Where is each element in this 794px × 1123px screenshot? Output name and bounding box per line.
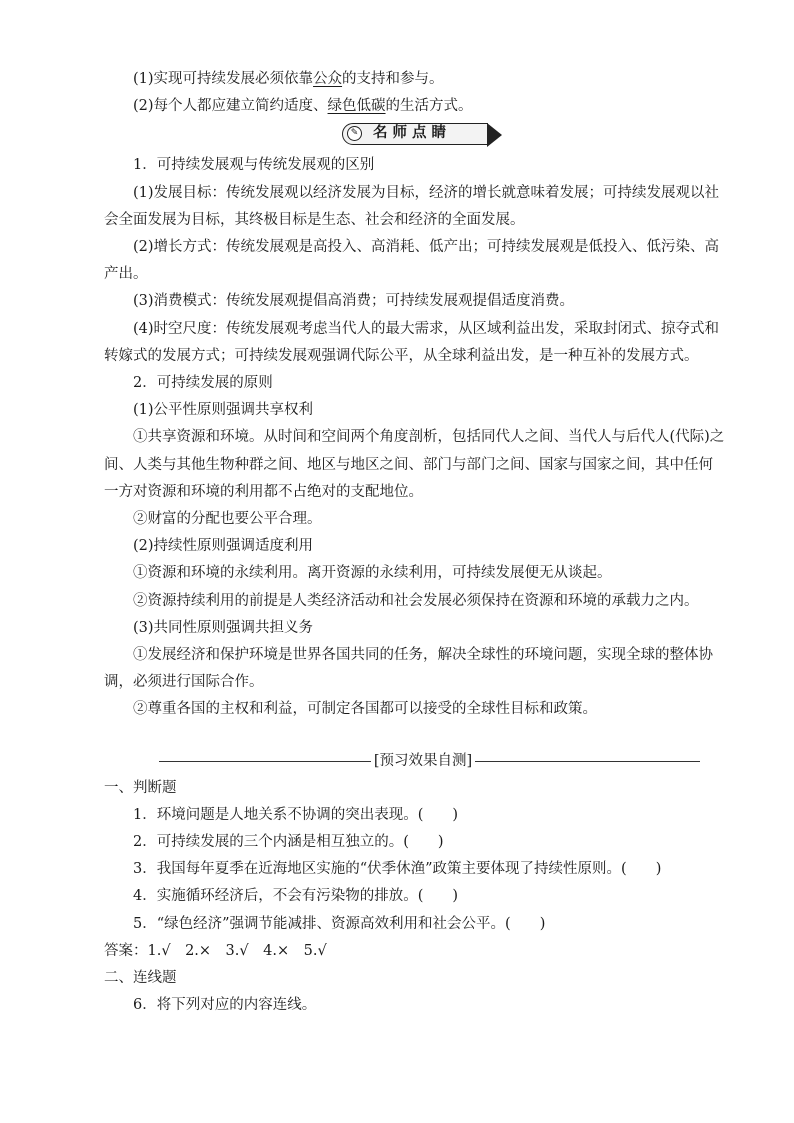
pen-icon: ✎ [347,126,362,141]
divider [104,748,726,775]
paragraph: (1)发展目标：传统发展观以经济发展为目标，经济的增长就意味着发展；可持续发展观以社会全面发展为目标，其终极目标是生态、社会和经济的全面发展。 [104,184,720,228]
question-item: 4．实施循环经济后，不会有污染物的排放。( ) [133,888,459,905]
section2-heading: 2．可持续发展的原则 [133,374,273,391]
divider-rule-right [475,761,700,762]
divider-rule-left [159,761,371,762]
underlined-term: 公众 [313,71,343,87]
document-page [104,66,726,1019]
paragraph: (4)时空尺度：传统发展观考虑当代人的最大需求，从区域利益出发，采取封闭式、掠夺式和转嫁式的发展方式；可持续发展观强调代际公平，从全球利益出发，是一种互补的发展方式。 [104,320,720,364]
paragraph: ①发展经济和保护环境是世界各国共同的任务，解决全球性的环境问题，实现全球的整体协调，必须进行国际合作。 [104,646,713,691]
paragraph: ②资源持续利用的前提是人类经济活动和社会发展必须保持在资源和环境的承载力之内。 [133,592,699,609]
question-item: 6．将下列对应的内容连线。 [133,997,317,1014]
intro-line-2: (2)每个人都应建立简约适度、绿色低碳的生活方式。 [133,98,473,115]
question-item: 5．“绿色经济”强调节能减排、资源高效利用和社会公平。( ) [133,915,546,932]
subsection-title: (1)公平性原则强调共享权利 [133,402,314,419]
paragraph: (2)增长方式：传统发展观是高投入、高消耗、低产出；可持续发展观是低投入、低污染、高产出。 [104,238,720,283]
paragraph: ①共享资源和环境。从时间和空间两个角度剖析，包括同代人之间、当代人与后代人(代际)之间、人类与其他生物种群之间、地区与地区之间、部门与部门之间、国家与国家之间，其中任何一方对资源和环境的利用都不占绝对的支配地位。 [104,429,725,500]
arrow-icon [487,123,502,147]
paragraph: ②尊重各国的主权和利益，可制定各国都可以接受的全球性目标和政策。 [133,701,597,718]
section-banner [104,120,726,150]
banner-label: 名师点睛 [373,125,451,142]
banner-box [342,123,488,145]
question-item: 3．我国每年夏季在近海地区实施的“伏季休渔”政策主要体现了持续性原则。( ) [133,861,662,878]
part2-heading: 二、连线题 [104,969,177,986]
intro-line-1: (1)实现可持续发展必须依靠公众的支持和参与。 [133,71,444,87]
question-item: 2．可持续发展的三个内涵是相互独立的。( ) [133,833,444,850]
paragraph: (3)消费模式：传统发展观提倡高消费；可持续发展观提倡适度消费。 [133,293,575,310]
divider-title: [预习效果自测] [373,752,473,769]
subsection-title: (3)共同性原则强调共担义务 [133,619,314,636]
paragraph: ①资源和环境的永续利用。离开资源的永续利用，可持续发展便无从谈起。 [133,565,612,582]
answer-line: 答案：1.√ 2.× 3.√ 4.× 5.√ [104,942,327,959]
underlined-term: 绿色低碳 [327,98,386,115]
subsection-title: (2)持续性原则强调适度利用 [133,538,314,555]
part1-heading: 一、判断题 [104,779,177,796]
paragraph: ②财富的分配也要公平合理。 [133,510,322,527]
question-item: 1．环境问题是人地关系不协调的突出表现。( ) [133,806,459,823]
section1-heading: 1．可持续发展观与传统发展观的区别 [133,157,375,174]
